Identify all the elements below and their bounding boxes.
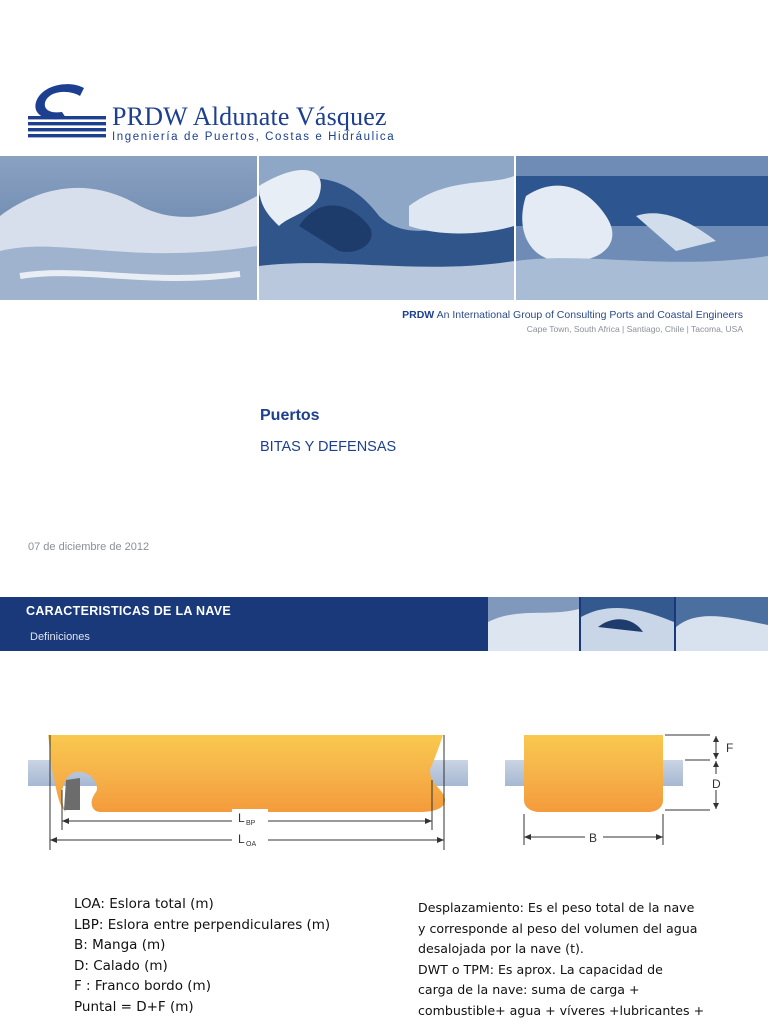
definition-item: LBP: Eslora entre perpendiculares (m) [74,916,331,933]
document-subtitle: BITAS Y DEFENSAS [260,439,397,455]
definition-item: B: Manga (m) [74,937,166,954]
section-title: CARACTERISTICAS DE LA NAVE [26,604,232,618]
definition-line: y corresponde al peso del volumen del agua [418,920,698,936]
intl-group-line [402,309,743,321]
b-label: B [589,831,598,845]
definition-item: Puntal = D+F (m) [74,998,194,1015]
d-label: D [712,777,721,791]
definition-line: carga de la nave: suma de carga + [418,982,640,998]
ship-dimension-diagram [0,690,768,860]
definitions-right [418,898,748,1022]
loa-sub-label: OA [246,841,257,848]
definition-line: DWT o TPM: Es aprox. La capacidad de [418,961,663,977]
document-title: Puertos [260,407,320,424]
definitions-left [74,894,330,1018]
definition-item: LOA: Eslora total (m) [74,896,214,912]
lbp-label: L [238,811,245,825]
loa-label: L [238,832,245,846]
intl-brand: PRDW [402,309,435,321]
offices-line: Cape Town, South Africa | Santiago, Chile | Tacoma, USA [526,324,743,334]
wave-photo-2 [259,156,514,300]
company-logo-icon [26,82,108,142]
definition-line: desalojada por la nave (t). [418,941,584,957]
mini-wave-banner [488,597,768,651]
wave-photo-3 [516,156,768,300]
lbp-sub-label: BP [246,820,256,827]
section-subtitle: Definiciones [30,631,90,643]
document-date: 07 de diciembre de 2012 [28,541,150,553]
definition-line: Desplazamiento: Es el peso total de la nave [418,900,695,915]
ship-hull-section [524,735,663,812]
wave-banner [0,156,768,300]
definition-line: combustible+ agua + víveres +lubricantes + [418,1002,705,1018]
company-tagline: Ingeniería de Puertos, Costas e Hidráulica [112,131,396,143]
definition-item: D: Calado (m) [74,957,168,974]
f-label: F [726,741,734,755]
intl-text: An International Group of Consulting Ports and Coastal Engineers [436,309,743,321]
bulb-icon [64,778,80,810]
ship-hull-side [48,735,445,812]
definition-item: F : Franco bordo (m) [74,978,211,995]
company-name: PRDW Aldunate Vásquez [112,102,387,131]
wave-photo-1 [0,156,257,300]
